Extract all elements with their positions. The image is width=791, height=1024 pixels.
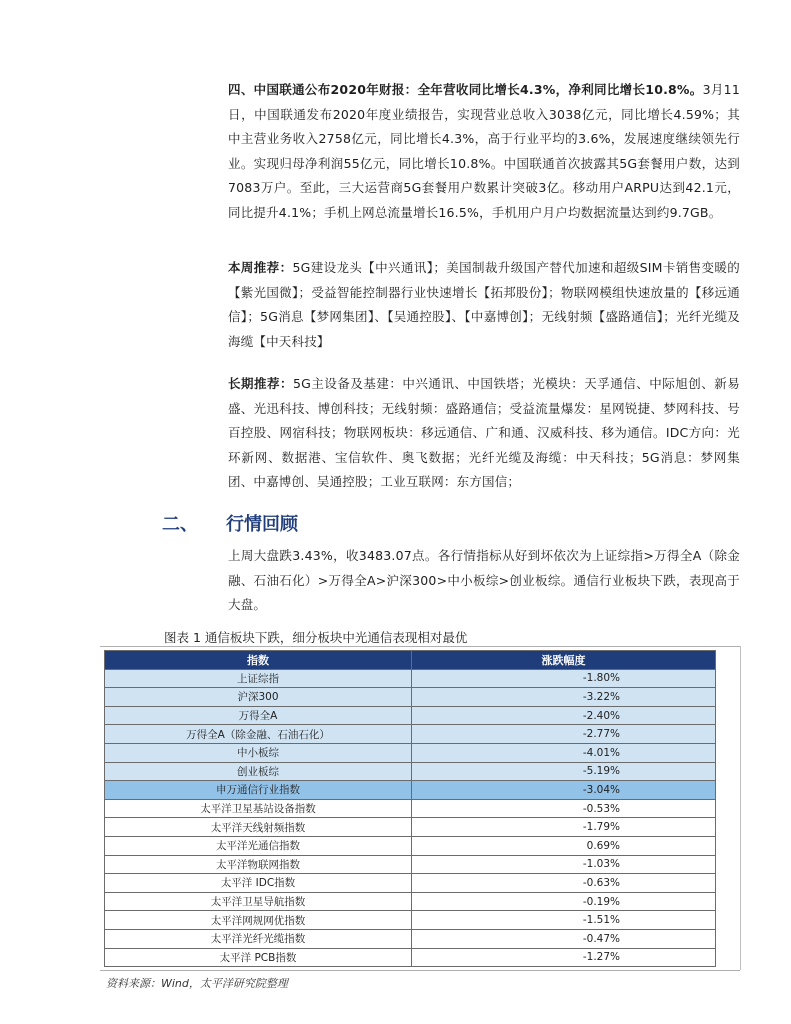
paragraph-title: 长期推荐： <box>228 376 293 391</box>
section-heading <box>162 510 298 536</box>
table-header-row <box>105 651 716 670</box>
paragraph-text: 5G建设龙头【中兴通讯】；美国制裁升级国产替代加速和超级SIM卡销售变暖的【紫光国微】；受益智能控制器行业快速增长【拓邦股份】；物联网模组快速放量的【移远通信】；5G消息【梦网集团】、【吴通控股】、【中嘉博创】；无线射频【盛路通信】；光纤光缆及海缆【中天科技】 <box>228 260 740 349</box>
paragraph-title: 本周推荐： <box>228 260 293 275</box>
change-value-cell: -1.51% <box>412 911 716 930</box>
index-name-cell: 上证综指 <box>105 669 412 688</box>
table-row <box>105 874 716 893</box>
change-value-cell: -1.03% <box>412 855 716 874</box>
paragraph-title: 四、中国联通公布2020年财报：全年营收同比增长4.3%，净利同比增长10.8%。 <box>228 82 703 97</box>
index-performance-table <box>104 650 716 967</box>
paragraph-text: 3月11日，中国联通发布2020年度业绩报告，实现营业总收入3038亿元，同比增长4.59%；其中主营业务收入2758亿元，同比增长4.3%，高于行业平均的3.6%，发展速度继续领先行业。实现归母净利润55亿元，同比增长10.8%。中国联通首次披露其5G套餐用户数，达到7083万户。至此，三大运营商5G套餐用户数累计突破3亿。移动用户ARPU达到42.1元，同比提升4.1%；手机上网总流量增长16.5%，手机用户月户均数据流量达到约9.7GB。 <box>228 82 740 220</box>
table-row <box>105 948 716 967</box>
table-row <box>105 911 716 930</box>
table-row <box>105 781 716 800</box>
table-row <box>105 836 716 855</box>
change-value-cell: -0.19% <box>412 892 716 911</box>
figure-bottom-divider <box>100 970 740 971</box>
table-row <box>105 706 716 725</box>
table-row <box>105 669 716 688</box>
index-name-cell: 太平洋光纤光缆指数 <box>105 929 412 948</box>
paragraph-text: 5G主设备及基建：中兴通讯、中国铁塔；光模块：天孚通信、中际旭创、新易盛、光迅科技、博创科技；无线射频：盛路通信；受益流量爆发：星网锐捷、梦网科技、号百控股、网宿科技；物联网板块：移远通信、广和通、汉威科技、移为通信。IDC方向：光环新网、数据港、宝信软件、奥飞数据；光纤光缆及海缆：中天科技；5G消息：梦网集团、中嘉博创、吴通控股；工业互联网：东方国信； <box>228 376 740 489</box>
index-name-cell: 沪深300 <box>105 688 412 707</box>
paragraph-unicom-earnings <box>228 78 740 225</box>
change-value-cell: -3.04% <box>412 781 716 800</box>
change-value-cell: 0.69% <box>412 836 716 855</box>
table-row <box>105 725 716 744</box>
change-value-cell: -0.47% <box>412 929 716 948</box>
index-name-cell: 太平洋物联网指数 <box>105 855 412 874</box>
index-name-cell: 万得全A（除金融、石油石化） <box>105 725 412 744</box>
table-row <box>105 892 716 911</box>
index-name-cell: 太平洋卫星基站设备指数 <box>105 799 412 818</box>
table-row <box>105 688 716 707</box>
index-name-cell: 太平洋光通信指数 <box>105 836 412 855</box>
index-name-cell: 太平洋 IDC指数 <box>105 874 412 893</box>
change-value-cell: -1.27% <box>412 948 716 967</box>
table-row <box>105 818 716 837</box>
column-header-index: 指数 <box>105 651 412 670</box>
source-note: 资料来源：Wind，太平洋研究院整理 <box>106 977 288 990</box>
table-row <box>105 743 716 762</box>
table-row <box>105 855 716 874</box>
index-name-cell: 申万通信行业指数 <box>105 781 412 800</box>
paragraph-long-term-recommendation <box>228 372 740 495</box>
change-value-cell: -0.53% <box>412 799 716 818</box>
caption-divider <box>100 646 740 647</box>
table-row <box>105 929 716 948</box>
change-value-cell: -0.63% <box>412 874 716 893</box>
change-value-cell: -4.01% <box>412 743 716 762</box>
index-name-cell: 太平洋 PCB指数 <box>105 948 412 967</box>
index-name-cell: 创业板综 <box>105 762 412 781</box>
paragraph-text: 上周大盘跌3.43%，收3483.07点。各行情指标从好到坏依次为上证综指>万得全A（除金融、石油石化）>万得全A>沪深300>中小板综>创业板综。通信行业板块下跌，表现高于大盘。 <box>228 548 740 612</box>
index-name-cell: 太平洋卫星导航指数 <box>105 892 412 911</box>
change-value-cell: -1.80% <box>412 669 716 688</box>
figure-border-right <box>740 646 741 970</box>
section-number: 二、 <box>162 514 198 535</box>
change-value-cell: -2.77% <box>412 725 716 744</box>
table-row <box>105 799 716 818</box>
column-header-change: 涨跌幅度 <box>412 651 716 670</box>
index-name-cell: 太平洋天线射频指数 <box>105 818 412 837</box>
change-value-cell: -5.19% <box>412 762 716 781</box>
paragraph-weekly-recommendation <box>228 256 740 354</box>
index-name-cell: 太平洋网规网优指数 <box>105 911 412 930</box>
index-name-cell: 中小板综 <box>105 743 412 762</box>
paragraph-market-review <box>228 544 740 618</box>
table-row <box>105 762 716 781</box>
change-value-cell: -3.22% <box>412 688 716 707</box>
index-name-cell: 万得全A <box>105 706 412 725</box>
section-title: 行情回顾 <box>226 514 298 535</box>
figure-caption: 图表 1 通信板块下跌，细分板块中光通信表现相对最优 <box>164 630 468 645</box>
change-value-cell: -2.40% <box>412 706 716 725</box>
change-value-cell: -1.79% <box>412 818 716 837</box>
